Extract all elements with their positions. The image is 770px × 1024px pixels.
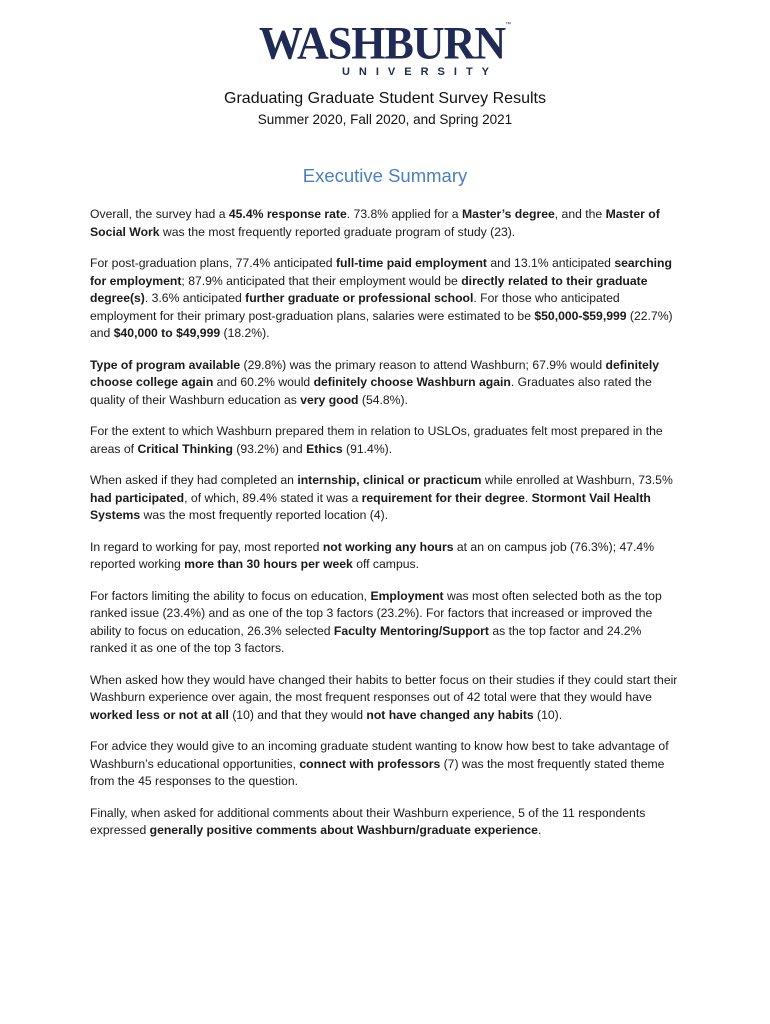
summary-paragraph (90, 357, 680, 410)
document-title: Graduating Graduate Student Survey Results (224, 90, 546, 107)
emphasis-text: Master of Social Work (90, 207, 660, 239)
paragraph-text: , and the (554, 207, 606, 221)
paragraph-text: . 73.8% applied for a (346, 207, 462, 221)
paragraph-text: (91.4%). (342, 441, 393, 456)
washburn-logo (0, 17, 770, 78)
emphasis-text: $40,000 to $49,999 (113, 326, 221, 340)
emphasis-text: searching for employment (90, 256, 672, 288)
summary-paragraph (90, 672, 680, 725)
paragraph-text: was the most frequently reported graduate program of study (23). (159, 224, 516, 239)
paragraph-text: as the top factor and 24.2% ranked it as one of the top 3 factors. (90, 623, 642, 655)
paragraph-text: . Graduates also rated the quality of their Washburn education as (90, 375, 652, 407)
paragraph-text: (10). (533, 707, 563, 722)
paragraph-text: When asked if they had completed an (90, 473, 298, 487)
emphasis-text: connect with professors (299, 756, 441, 771)
summary-paragraph (90, 738, 680, 791)
emphasis-text: had participated (90, 490, 185, 505)
paragraph-text: . (537, 823, 542, 837)
logo-trademark: ™ (505, 22, 512, 28)
paragraph-text: . (524, 490, 532, 505)
paragraph-text: at an on campus job (76.3%); 47.4% reported working (90, 539, 655, 571)
emphasis-text: more than 30 hours per week (184, 557, 353, 571)
paragraph-text: ; 87.9% anticipated that their employment would be (181, 273, 462, 288)
emphasis-text: further graduate or professional school (245, 291, 474, 305)
emphasis-text: $50,000-$59,999 (534, 308, 627, 323)
paragraph-text: Finally, when asked for additional comments about their Washburn experience, 5 of the 11 respondents expressed (90, 805, 646, 837)
paragraph-text: (54.8%). (358, 392, 408, 407)
paragraph-text: off campus. (352, 557, 419, 571)
paragraph-text: . For those who anticipated employment for their primary post-graduation plans, salaries were estimated to be (90, 291, 620, 323)
paragraph-text: . 3.6% anticipated (144, 291, 246, 305)
emphasis-text: internship, clinical or practicum (297, 473, 482, 487)
summary-paragraph (90, 423, 680, 458)
logo-subtitle: UNIVERSITY (341, 66, 498, 78)
logo-wordmark: WASHBURN (258, 17, 506, 70)
paragraph-text: and 13.1% anticipated (486, 256, 615, 270)
paragraph-text: was most often selected both as the top ranked issue (23.4%) and as one of the top 3 factors (23.2%). For factors that increased or improved the ability to focus on education, 26.3% selected (90, 588, 662, 638)
paragraph-text: and 60.2% would (213, 375, 314, 389)
emphasis-text: requirement for their degree (361, 490, 525, 505)
emphasis-text: not working any hours (322, 539, 454, 554)
paragraph-text: When asked how they would have changed their habits to better focus on their studies if they could start their Washburn experience over again, the most frequent responses out of 42 total were that they would have (90, 672, 678, 704)
emphasis-text: definitely choose Washburn again (313, 375, 511, 389)
paragraph-text: For advice they would give to an incoming graduate student wanting to know how best to take advantage of Washburn’s educational opportunities, (90, 739, 669, 771)
emphasis-text: Type of program available (90, 357, 241, 372)
paragraph-text: (22.7%) and (90, 308, 673, 340)
emphasis-text: directly related to their graduate degree(s) (90, 273, 648, 305)
paragraph-text: (29.8%) was the primary reason to attend Washburn; 67.9% would (240, 357, 606, 372)
emphasis-text: generally positive comments about Washburn/graduate experience (149, 823, 538, 837)
paragraph-text: (7) was the most frequently stated theme from the 45 responses to the question. (90, 756, 665, 788)
paragraph-text: (10) and that they would (228, 707, 367, 722)
paragraph-text: For factors limiting the ability to focus on education, (90, 588, 371, 603)
emphasis-text: full-time paid employment (335, 256, 487, 270)
emphasis-text: Stormont Vail Health Systems (90, 490, 651, 522)
emphasis-text: Master’s degree (461, 207, 555, 221)
emphasis-text: Employment (370, 588, 444, 603)
emphasis-text: worked less or not at all (90, 707, 229, 722)
section-heading: Executive Summary (302, 165, 468, 186)
emphasis-text: 45.4% response rate (228, 207, 347, 221)
summary-paragraph (90, 472, 680, 525)
paragraph-text: Overall, the survey had a (90, 207, 229, 221)
paragraph-text: was the most frequently reported location (4). (140, 508, 389, 522)
document-subtitle: Summer 2020, Fall 2020, and Spring 2021 (257, 112, 513, 127)
paragraph-text: while enrolled at Washburn, 73.5% (481, 473, 673, 487)
summary-paragraph (90, 588, 680, 658)
emphasis-text: Faculty Mentoring/Support (333, 623, 489, 638)
summary-body (90, 206, 680, 854)
emphasis-text: definitely choose college again (90, 357, 659, 389)
summary-paragraph (90, 255, 680, 343)
paragraph-text: (93.2%) and (232, 441, 307, 456)
paragraph-text: For the extent to which Washburn prepared them in relation to USLOs, graduates felt most prepared in the areas of (90, 424, 663, 456)
paragraph-text: In regard to working for pay, most reported (90, 539, 323, 554)
summary-paragraph (90, 539, 680, 574)
emphasis-text: very good (300, 392, 359, 407)
summary-paragraph (90, 805, 680, 840)
paragraph-text: , of which, 89.4% stated it was a (184, 490, 362, 505)
paragraph-text: (18.2%). (220, 326, 270, 340)
paragraph-text: For post-graduation plans, 77.4% anticipated (90, 256, 336, 270)
emphasis-text: Ethics (306, 441, 343, 456)
emphasis-text: Critical Thinking (137, 441, 233, 456)
summary-paragraph (90, 206, 680, 241)
emphasis-text: not have changed any habits (366, 707, 534, 722)
